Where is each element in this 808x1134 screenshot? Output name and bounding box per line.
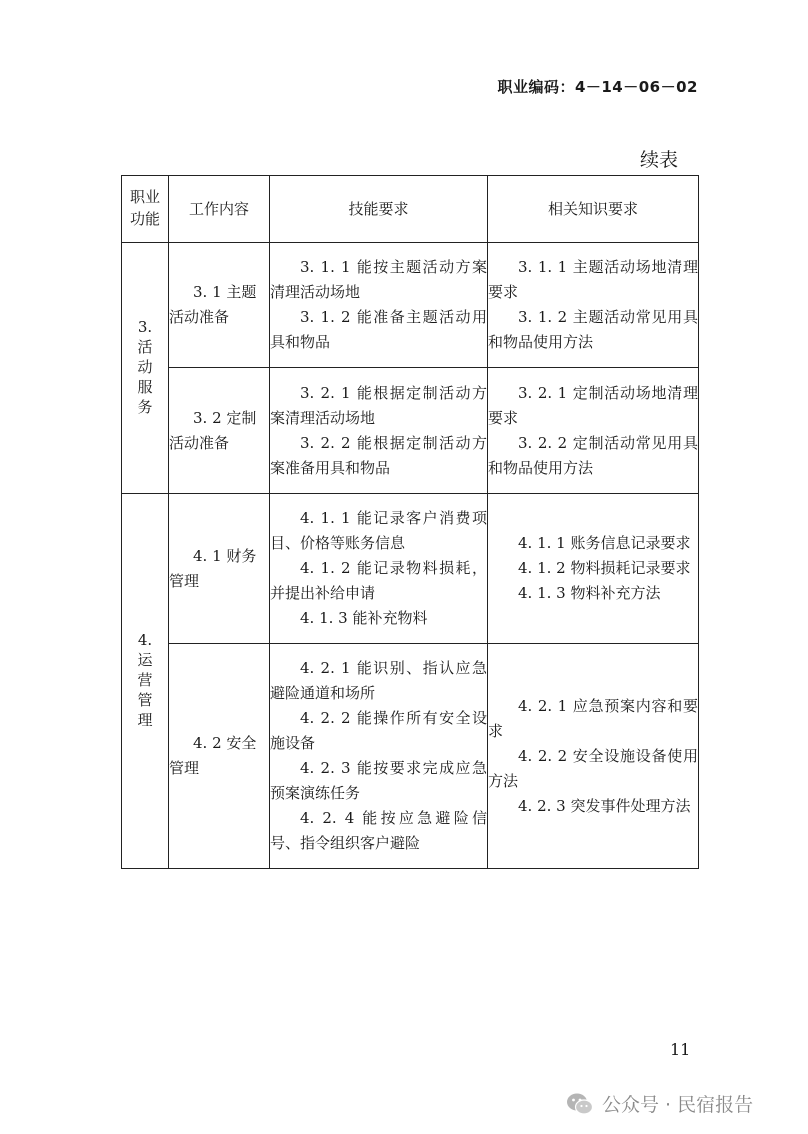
table-header-row bbox=[122, 176, 699, 243]
page-number: 11 bbox=[670, 1040, 691, 1059]
watermark-text: 公众号 · 民宿报告 bbox=[602, 1094, 754, 1116]
table-row bbox=[122, 243, 699, 368]
continued-label: 续表 bbox=[639, 149, 678, 171]
knowledge-cell: 3. 1. 1 主题活动场地清理要求 3. 1. 2 主题活动常见用具和物品使用方法 bbox=[488, 243, 699, 368]
header-function: 职业功能 bbox=[122, 176, 169, 243]
wechat-icon bbox=[566, 1092, 594, 1116]
table-row bbox=[122, 368, 699, 494]
skills-table bbox=[121, 175, 699, 869]
function-cell: 3. 活动服务 bbox=[122, 243, 169, 494]
skills-cell: 4. 1. 1 能记录客户消费项目、价格等账务信息 4. 1. 2 能记录物料损耗，并提出补给申请 4. 1. 3 能补充物料 bbox=[270, 494, 488, 644]
skills-cell: 3. 2. 1 能根据定制活动方案清理活动场地 3. 2. 2 能根据定制活动方案准备用具和物品 bbox=[270, 368, 488, 494]
header-skills: 技能要求 bbox=[270, 176, 488, 243]
table-row bbox=[122, 494, 699, 644]
header-task: 工作内容 bbox=[169, 176, 270, 243]
knowledge-cell: 4. 2. 1 应急预案内容和要求 4. 2. 2 安全设施设备使用方法 4. 2. 3 突发事件处理方法 bbox=[488, 644, 699, 869]
task-cell: 3. 2 定制活动准备 bbox=[169, 368, 270, 494]
knowledge-cell: 4. 1. 1 账务信息记录要求 4. 1. 2 物料损耗记录要求 4. 1. 3 物料补充方法 bbox=[488, 494, 699, 644]
skills-cell: 3. 1. 1 能按主题活动方案清理活动场地 3. 1. 2 能准备主题活动用具和物品 bbox=[270, 243, 488, 368]
task-cell: 4. 1 财务管理 bbox=[169, 494, 270, 644]
table-row bbox=[122, 644, 699, 869]
function-cell: 4. 运营管理 bbox=[122, 494, 169, 869]
occupation-code: 职业编码：4－14－06－02 bbox=[497, 78, 698, 96]
watermark bbox=[566, 1090, 753, 1117]
task-cell: 3. 1 主题活动准备 bbox=[169, 243, 270, 368]
header-knowledge: 相关知识要求 bbox=[488, 176, 699, 243]
skills-cell: 4. 2. 1 能识别、指认应急避险通道和场所 4. 2. 2 能操作所有安全设施设备 4. 2. 3 能按要求完成应急预案演练任务 4. 2. 4 能按应急避险信号、指令组织客户避险 bbox=[270, 644, 488, 869]
task-cell: 4. 2 安全管理 bbox=[169, 644, 270, 869]
knowledge-cell: 3. 2. 1 定制活动场地清理要求 3. 2. 2 定制活动常见用具和物品使用方法 bbox=[488, 368, 699, 494]
